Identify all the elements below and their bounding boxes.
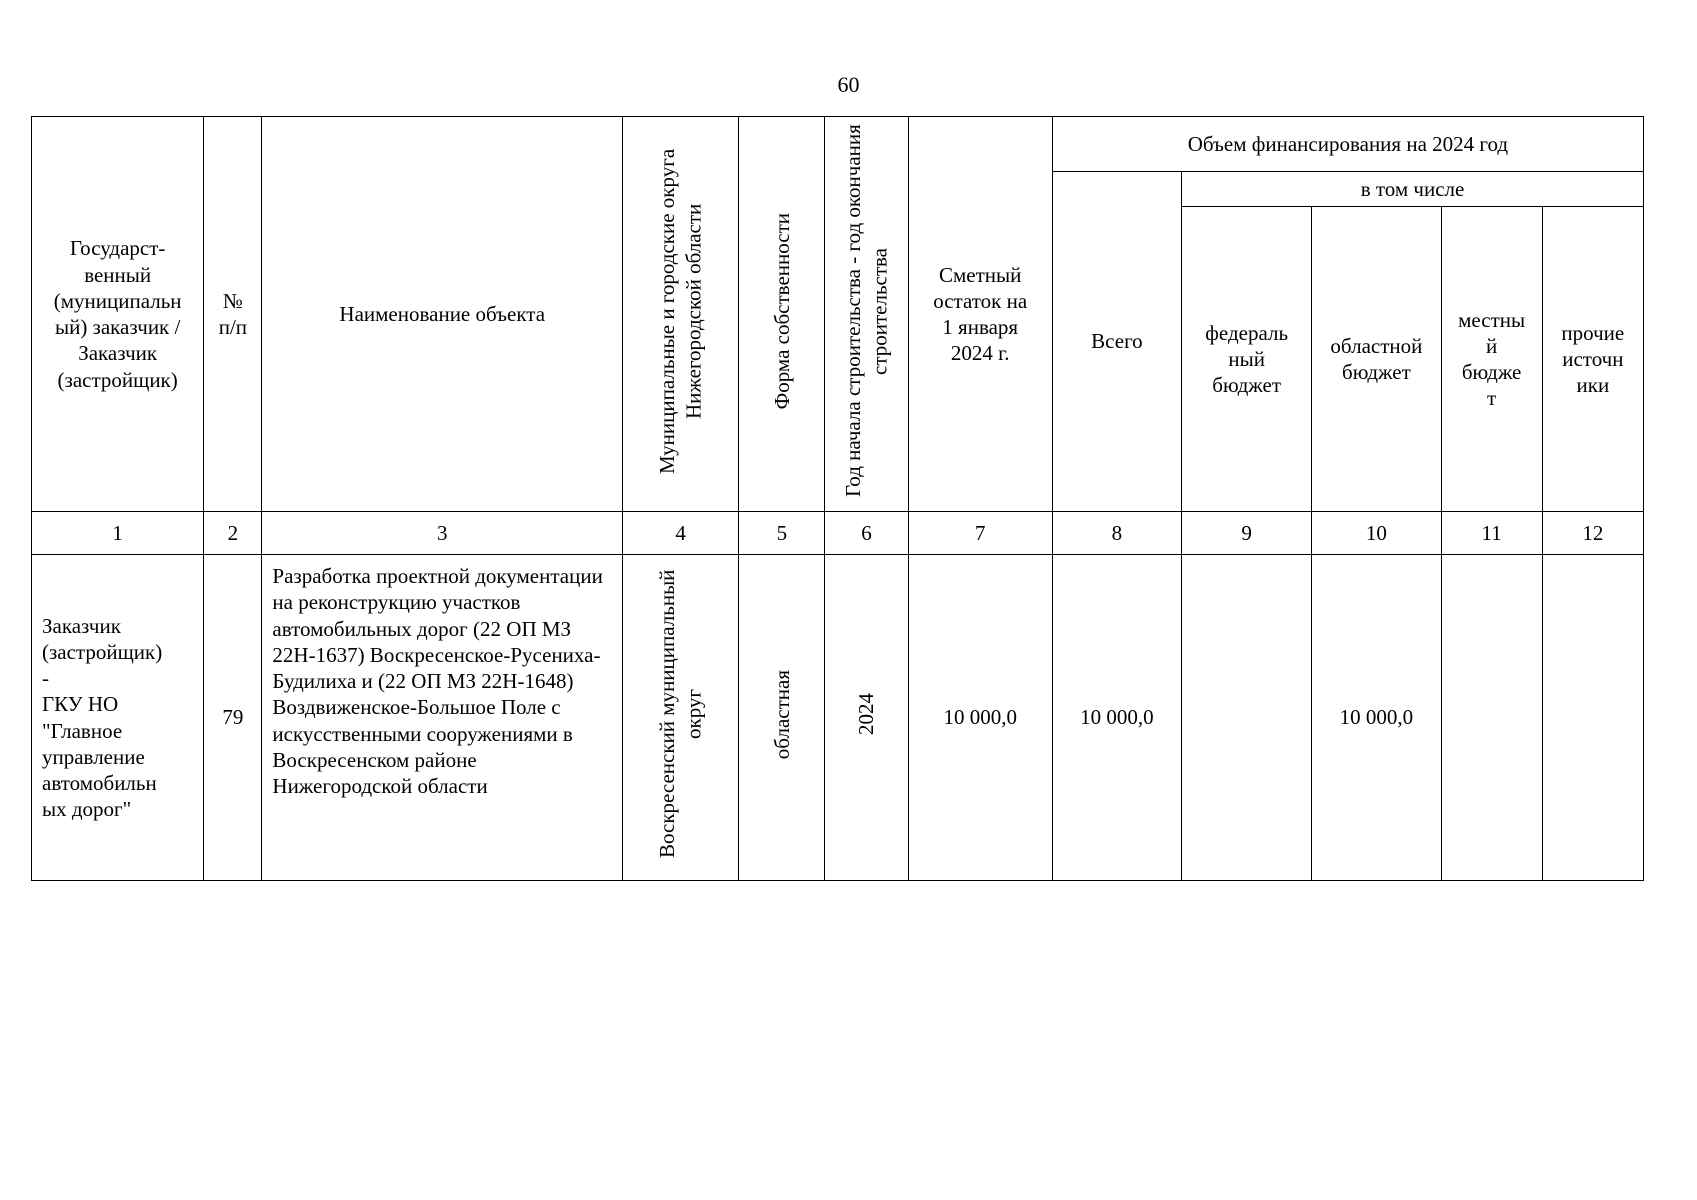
column-number: 2 [204, 512, 262, 555]
header-including: в том числе [1182, 172, 1644, 207]
page-number: 60 [837, 72, 860, 97]
cell-regional: 10 000,0 [1312, 555, 1441, 881]
column-number: 4 [623, 512, 739, 555]
cell-balance: 10 000,0 [908, 555, 1052, 881]
header-federal: федераль ный бюджет [1182, 207, 1312, 512]
cell-ownership: областная [739, 555, 825, 881]
cell-federal [1182, 555, 1312, 881]
header-balance: Сметный остаток на 1 января 2024 г. [908, 117, 1052, 512]
column-numbers-row [32, 512, 1644, 555]
cell-num: 79 [204, 555, 262, 881]
column-number: 3 [262, 512, 623, 555]
header-local: местны й бюдже т [1441, 207, 1542, 512]
cell-object-name: Разработка проектной документации на реконструкцию участков автомобильных дорог (22 ОП МЗ 22Н-1637) Воскресенское-Русениха-Будилиха и (22 ОП МЗ 22Н-1648) Воздвиженское-Большое Поле с искусственными сооружениями в Воскресенском районе Нижегородской области [262, 555, 623, 881]
cell-total: 10 000,0 [1052, 555, 1181, 881]
header-municipality: Муниципальные и городские округа Нижегородской области [623, 117, 739, 512]
header-regional: областной бюджет [1312, 207, 1441, 512]
header-object-name: Наименование объекта [262, 117, 623, 512]
column-number: 12 [1542, 512, 1643, 555]
header-other: прочие источн ики [1542, 207, 1643, 512]
column-number: 8 [1052, 512, 1181, 555]
column-number: 11 [1441, 512, 1542, 555]
column-number: 10 [1312, 512, 1441, 555]
column-number: 6 [825, 512, 908, 555]
column-number: 5 [739, 512, 825, 555]
financing-table [31, 116, 1644, 881]
table-row [32, 555, 1644, 881]
cell-municipality: Воскресенский муниципальный округ [623, 555, 739, 881]
column-number: 9 [1182, 512, 1312, 555]
column-number: 7 [908, 512, 1052, 555]
header-years: Год начала строительства - год окончания строительства [825, 117, 908, 512]
cell-local [1441, 555, 1542, 881]
cell-other [1542, 555, 1643, 881]
cell-years: 2024 [825, 555, 908, 881]
column-number: 1 [32, 512, 204, 555]
header-customer: Государст- венный (муниципальн ый) заказчик / Заказчик (застройщик) [32, 117, 204, 512]
header-num: № п/п [204, 117, 262, 512]
header-total: Всего [1052, 172, 1181, 512]
header-ownership: Форма собственности [739, 117, 825, 512]
cell-customer: Заказчик (застройщик) - ГКУ НО "Главное управление автомобильн ых дорог" [32, 555, 204, 881]
header-funding-group: Объем финансирования на 2024 год [1052, 117, 1643, 172]
